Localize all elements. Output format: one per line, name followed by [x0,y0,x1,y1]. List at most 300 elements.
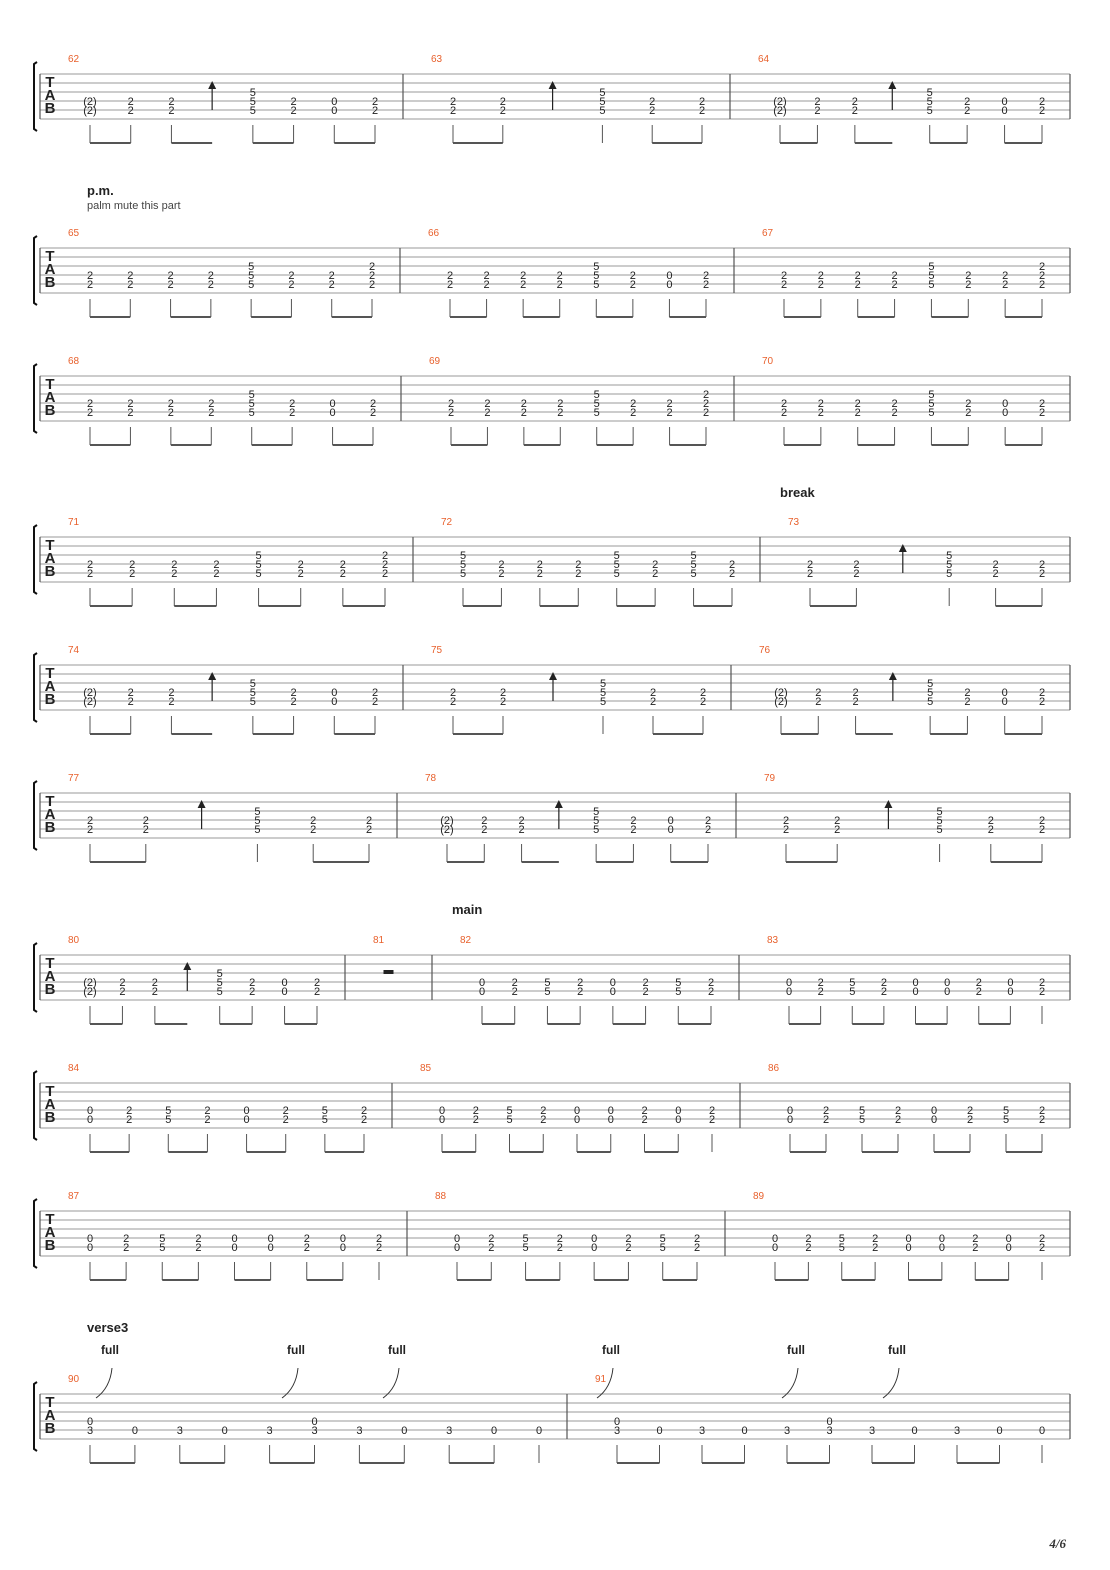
fret-number: 0 [281,977,288,989]
fret-number: 3 [86,1425,94,1437]
fret-number: 2 [822,1114,830,1126]
fret-number: 2 [1038,977,1046,989]
system-bracket [34,364,37,433]
fret-number: 2 [499,96,506,108]
fret-number: 5 [593,824,600,836]
fret-number: (2) [83,977,97,989]
fret-number: 5 [321,1105,328,1117]
fret-number: 0 [826,1416,833,1428]
fret-number: 0 [912,986,919,998]
measure-number: 66 [428,228,440,239]
fret-number: 0 [331,96,338,108]
fret-number: 5 [216,986,223,998]
fret-number: 2 [854,270,861,282]
fret-number: 2 [127,407,134,419]
fret-number: 2 [142,815,149,827]
fret-number: 2 [126,1105,133,1117]
fret-number: 0 [944,977,951,989]
fret-number: 2 [520,279,527,291]
tab-system [34,935,1070,1024]
fret-number: 2 [142,824,149,836]
fret-number: 2 [328,279,335,291]
fret-number: 3 [356,1425,363,1437]
fret-number: 2 [536,568,543,580]
fret-number: 2 [625,1242,632,1254]
fret-number: 2 [707,986,715,998]
fret-number: 2 [854,407,861,419]
fret-number: 2 [1038,824,1046,836]
fret-number: 0 [478,986,486,998]
fret-number: 2 [368,261,376,273]
fret-number: 2 [290,96,297,108]
fret-number: 2 [540,1105,547,1117]
fret-number: 5 [544,986,551,998]
fret-number: 2 [630,824,637,836]
tab-clef-b: B [44,1420,56,1437]
fret-number: 2 [964,96,971,108]
fret-number: 0 [453,1242,461,1254]
section-label-break: break [780,485,815,500]
fret-number: 5 [928,270,935,282]
fret-number: 2 [1038,398,1046,410]
fret-number: 2 [536,559,543,571]
fret-number: 5 [613,550,620,562]
fret-number: 5 [849,977,856,989]
measure-number: 86 [768,1063,780,1074]
fret-number: 0 [221,1425,228,1437]
fret-number: 2 [339,568,346,580]
fret-number: 2 [630,407,637,419]
tab-system [34,1191,1070,1280]
tab-clef-a: A [44,389,56,406]
fret-number: 2 [822,1105,830,1117]
fret-number: 0 [667,824,674,836]
fret-number: 2 [520,398,527,410]
fret-number: 2 [86,824,94,836]
fret-number: 0 [131,1425,138,1437]
fret-number: 2 [481,815,488,827]
fret-number: 2 [1038,815,1046,827]
fret-number: 5 [928,398,935,410]
fret-number: 5 [690,550,697,562]
fret-number: 2 [780,407,788,419]
fret-number: 2 [207,279,214,291]
fret-number: 0 [667,815,674,827]
fret-number: 2 [780,398,788,410]
fret-number: 2 [782,824,790,836]
fret-number: (2) [773,105,787,117]
fret-number: 2 [369,398,377,410]
fret-number: 2 [1038,687,1046,699]
fret-number: 0 [331,696,338,708]
tab-clef-a: A [44,968,56,985]
fret-number: 2 [698,105,706,117]
fret-number: 2 [853,559,860,571]
fret-number: 2 [86,815,94,827]
fret-number: 2 [208,398,215,410]
measure-number: 82 [460,935,472,946]
fret-number: 2 [449,696,457,708]
fret-number: 0 [438,1105,446,1117]
fret-number: 5 [593,270,600,282]
fret-number: 2 [371,696,379,708]
fret-number: 2 [127,270,134,282]
fret-number: 5 [675,986,682,998]
fret-number: 5 [254,824,261,836]
fret-number: 0 [1001,105,1008,117]
fret-number: 2 [290,696,297,708]
measure-number: 65 [68,228,80,239]
fret-number: 5 [248,389,255,401]
fret-number: 2 [814,105,821,117]
fret-number: 2 [780,270,788,282]
measure-number: 90 [68,1374,80,1385]
fret-number: 5 [165,1114,172,1126]
fret-number: 2 [854,279,861,291]
fret-number: 2 [964,687,971,699]
fret-number: 0 [86,1233,94,1245]
fret-number: 2 [289,407,296,419]
fret-number: 3 [446,1425,453,1437]
fret-number: 2 [704,824,712,836]
fret-number: 5 [838,1242,845,1254]
fret-number: 2 [851,96,858,108]
fret-number: 0 [607,1105,614,1117]
fret-number: 0 [1002,407,1009,419]
fret-number: 2 [649,105,656,117]
fret-number: 2 [1038,105,1046,117]
tab-system [34,356,1070,445]
fret-number: 2 [704,815,712,827]
fret-number: 0 [329,398,336,410]
fret-number: 2 [817,398,824,410]
fret-number: 5 [936,824,943,836]
fret-number: 2 [447,398,455,410]
fret-number: 0 [613,1416,621,1428]
strum-arrow-icon [899,544,907,552]
fret-number: 2 [360,1114,368,1126]
fret-number: 3 [868,1425,876,1437]
fret-number: 2 [666,398,673,410]
fret-number: 2 [1038,1242,1046,1254]
fret-number: 5 [946,559,953,571]
fret-number: 5 [254,806,261,818]
fret-number: 2 [511,977,518,989]
fret-number: 0 [996,1425,1003,1437]
fret-number: 5 [522,1233,529,1245]
fret-number: 0 [938,1233,945,1245]
system-bracket [34,781,37,850]
fret-number: 2 [817,977,824,989]
fret-number: 2 [127,696,134,708]
fret-number: (2) [83,696,97,708]
fret-number: 2 [119,977,126,989]
fret-number: 2 [498,568,505,580]
fret-number: 2 [368,270,376,282]
fret-number: 2 [894,1105,902,1117]
fret-number: 2 [313,977,321,989]
fret-number: 0 [1002,398,1009,410]
fret-number: 2 [805,1242,812,1254]
tab-clef-a: A [44,1096,56,1113]
fret-number: 0 [1007,986,1014,998]
bend-label-full: full [787,1343,805,1357]
fret-number: 5 [659,1242,666,1254]
fret-number: 5 [946,550,953,562]
tab-clef-a: A [44,678,56,695]
fret-number: 2 [488,1233,495,1245]
fret-number: 5 [593,389,600,401]
fret-number: 2 [339,559,346,571]
fret-number: 5 [838,1233,845,1245]
fret-number: 2 [488,1242,495,1254]
fret-number: 0 [675,1105,682,1117]
fret-number: 2 [575,559,582,571]
fret-number: 2 [852,696,859,708]
fret-number: 2 [1038,1233,1046,1245]
fret-number: 2 [151,986,158,998]
tab-clef-t: T [45,248,55,265]
fret-number: 2 [167,407,174,419]
fret-number: 2 [880,977,887,989]
fret-number: 5 [249,87,256,99]
fret-number: 0 [401,1425,408,1437]
fret-number: 2 [303,1233,310,1245]
fret-number: 2 [86,559,94,571]
fret-number: 0 [243,1105,250,1117]
fret-number: 2 [297,568,304,580]
tab-clef-a: A [44,1407,56,1424]
tab-clef-t: T [45,1211,55,1228]
fret-number: 0 [86,1416,94,1428]
fret-number: 5 [927,696,934,708]
system-bracket [34,653,37,722]
fret-number: 2 [630,815,637,827]
measure-number: 72 [441,517,453,528]
fret-number: 0 [905,1242,912,1254]
fret-number: 0 [1001,696,1008,708]
fret-number: 2 [693,1233,701,1245]
fret-number: 5 [599,696,607,708]
fret-number: (2) [83,687,97,699]
fret-number: 2 [1038,96,1046,108]
fret-number: 2 [817,270,824,282]
fret-number: 2 [290,105,297,117]
fret-number: 2 [817,407,824,419]
strum-arrow-icon [549,81,557,89]
fret-number: 2 [123,1233,130,1245]
bend-label-full: full [388,1343,406,1357]
fret-number: 2 [1002,279,1009,291]
fret-number: 2 [652,568,659,580]
fret-number: 0 [339,1242,346,1254]
fret-number: 2 [168,696,175,708]
fret-number: 5 [926,96,933,108]
fret-number: 2 [557,407,564,419]
fret-number: 5 [599,87,606,99]
fret-number: 0 [86,1114,94,1126]
fret-number: 2 [213,568,220,580]
fret-number: 0 [785,986,793,998]
strum-arrow-icon [198,800,206,808]
fret-number: 0 [331,687,338,699]
fret-number: 2 [483,270,490,282]
fret-number: 5 [1002,1105,1010,1117]
fret-number: 2 [806,568,814,580]
fret-number: 2 [282,1105,289,1117]
fret-number: 2 [446,279,454,291]
fret-number: 2 [649,696,657,708]
strum-arrow-icon [884,800,892,808]
tab-system [34,54,1070,143]
tab-clef-b: B [44,691,56,708]
fret-number: 5 [216,977,223,989]
fret-number: 2 [289,398,296,410]
fret-number: 2 [699,696,707,708]
fret-number: 2 [446,270,454,282]
fret-number: 0 [607,1114,614,1126]
fret-number: 5 [599,105,606,117]
fret-number: 2 [127,96,134,108]
fret-number: 2 [540,1114,547,1126]
measure-number: 83 [767,935,779,946]
fret-number: 2 [449,687,457,699]
fret-number: 2 [511,986,518,998]
fret-number: 2 [472,1105,479,1117]
fret-number: 2 [814,96,821,108]
fret-number: 2 [702,270,710,282]
fret-number: 2 [371,96,379,108]
fret-number: 0 [938,1242,945,1254]
fret-number: 5 [928,407,935,419]
fret-number: 0 [912,977,919,989]
fret-number: 2 [119,986,126,998]
fret-number: 3 [613,1425,621,1437]
fret-number: 2 [484,407,491,419]
fret-number: 5 [675,977,682,989]
tab-system [34,517,1070,606]
measure-number: 81 [373,935,385,946]
fret-number: 5 [255,550,262,562]
fret-number: 0 [86,1242,94,1254]
fret-number: 0 [1005,1242,1012,1254]
fret-number: 2 [167,279,174,291]
fret-number: 2 [518,815,525,827]
fret-number: 5 [249,687,256,699]
fret-number: 3 [311,1425,318,1437]
fret-number: 2 [805,1233,812,1245]
fret-number: 0 [911,1425,918,1437]
fret-number: 2 [1038,696,1046,708]
fret-number: 2 [168,96,175,108]
tab-system [34,1063,1070,1152]
tab-clef-t: T [45,376,55,393]
fret-number: 0 [1001,96,1008,108]
fret-number: 2 [86,398,94,410]
fret-number: 5 [248,407,255,419]
tab-system [34,228,1070,317]
fret-number: 2 [702,398,710,410]
fret-number: 2 [708,1114,716,1126]
fret-number: 2 [499,687,507,699]
fret-number: 5 [927,687,934,699]
fret-number: 0 [573,1105,581,1117]
fret-number: (2) [774,687,788,699]
fret-number: 2 [365,815,373,827]
fret-number: 2 [780,279,788,291]
fret-number: 2 [1038,559,1046,571]
fret-number: 2 [852,687,859,699]
fret-number: 2 [965,407,972,419]
fret-number: 5 [690,559,697,571]
fret-number: 0 [267,1233,274,1245]
tab-clef-a: A [44,261,56,278]
section-label-verse3: verse3 [87,1320,129,1335]
fret-number: 2 [641,1114,648,1126]
measure-number: 84 [68,1063,80,1074]
fret-number: 2 [702,279,710,291]
fret-number: 2 [708,1105,716,1117]
fret-number: 5 [599,96,606,108]
fret-number: 3 [953,1425,961,1437]
fret-number: 2 [213,559,220,571]
bend-label-full: full [101,1343,119,1357]
fret-number: 0 [86,1105,94,1117]
fret-number: 2 [518,824,525,836]
fret-number: 0 [656,1425,663,1437]
strum-arrow-icon [549,672,557,680]
fret-number: (2) [773,96,787,108]
fret-number: 0 [453,1233,461,1245]
fret-number: 2 [498,559,505,571]
fret-number: 5 [926,87,933,99]
fret-number: 2 [86,279,94,291]
measure-number: 68 [68,356,80,367]
fret-number: 2 [303,1242,310,1254]
fret-number: 3 [826,1425,833,1437]
fret-number: (2) [440,815,454,827]
fret-number: 2 [126,1114,133,1126]
fret-number: 2 [365,824,373,836]
measure-number: 67 [762,228,774,239]
fret-number: 0 [329,407,336,419]
system-bracket [34,1071,37,1140]
fret-number: 2 [880,986,887,998]
fret-number: 2 [851,105,858,117]
fret-number: 0 [591,1233,598,1245]
fret-number: 0 [267,1242,274,1254]
fret-number: 0 [1007,977,1014,989]
measure-number: 88 [435,1191,447,1202]
fret-number: 2 [167,270,174,282]
fret-number: 2 [381,568,389,580]
measure-number: 80 [68,935,80,946]
fret-number: 2 [702,389,710,401]
fret-number: 0 [786,1114,794,1126]
fret-number: 2 [171,559,178,571]
fret-number: 0 [231,1233,238,1245]
tab-system [34,773,1070,862]
fret-number: 2 [313,986,321,998]
rest-symbol [384,970,394,974]
fret-number: 5 [506,1114,513,1126]
fret-number: 0 [786,1105,794,1117]
measure-number: 78 [425,773,437,784]
fret-number: 2 [872,1233,879,1245]
fret-number: 2 [891,398,898,410]
fret-number: 2 [965,398,972,410]
fret-number: 0 [785,977,793,989]
